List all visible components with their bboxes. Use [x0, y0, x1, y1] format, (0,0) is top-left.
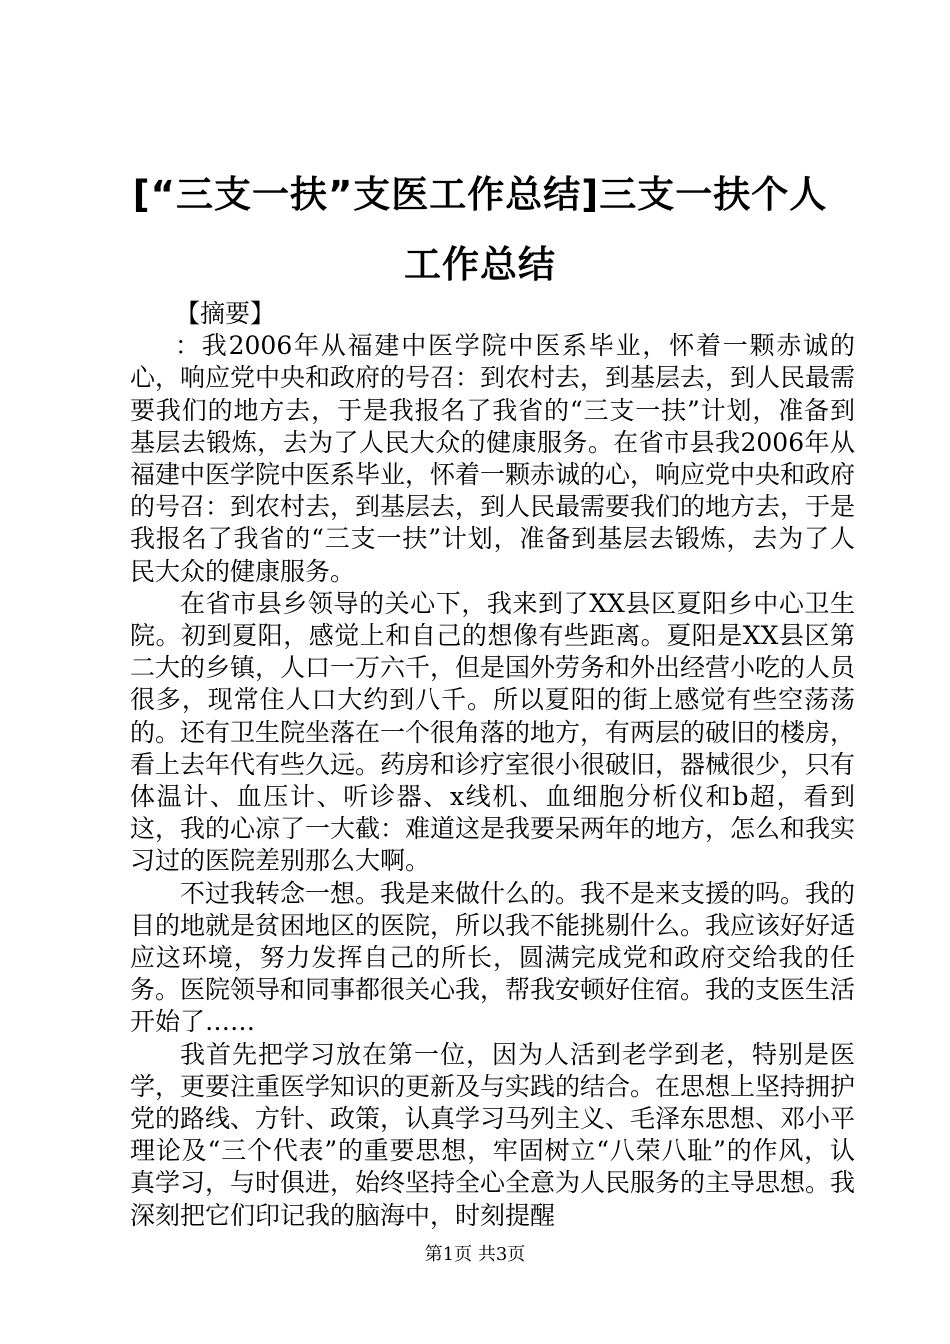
document-body — [130, 298, 855, 1232]
paragraph-1: ：我2006年从福建中医学院中医系毕业，怀着一颗赤诚的心，响应党中央和政府的号召：到农村去，到基层去，到人民最需要我们的地方去，于是我报名了我省的“三支一扶”计划，准备到基层去锻炼，去为了人民大众的健康服务。在省市县我2006年从福建中医学院中医系毕业，怀着一颗赤诚的心，响应党中央和政府的号召：到农村去，到基层去，到人民最需要我们的地方去，于是我报名了我省的“三支一扶”计划，准备到基层去锻炼，去为了人民大众的健康服务。 — [130, 331, 856, 586]
page-footer: 第1页 共3页 — [424, 1244, 526, 1265]
paragraph-2: 在省市县乡领导的关心下，我来到了XX县区夏阳乡中心卫生院。初到夏阳，感觉上和自己的想像有些距离。夏阳是XX县区第二大的乡镇，人口一万六千，但是国外劳务和外出经营小吃的人员很多，现常住人口大约到八千。所以夏阳的街上感觉有些空荡荡的。还有卫生院坐落在一个很角落的地方，有两层的破旧的楼房，看上去年代有些久远。药房和诊疗室很小很破旧，器械很少，只有体温计、血压计、听诊器、x线机、血细胞分析仪和b超，看到这，我的心凉了一大截：难道这是我要呆两年的地方，怎么和我实习过的医院差别那么大啊。 — [130, 588, 856, 876]
paragraph-3: 不过我转念一想。我是来做什么的。我不是来支援的吗。我的目的地就是贫困地区的医院，所以我不能挑剔什么。我应该好好适应这环境，努力发挥自己的所长，圆满完成党和政府交给我的任务。医院领导和同事都很关心我，帮我安顿好住宿。我的支医生活开始了…… — [130, 878, 856, 1037]
abstract-label: 【摘要】 — [175, 299, 276, 328]
document-title: [“三支一扶”支医工作总结]三支一扶个人工作总结 — [132, 173, 828, 286]
paragraph-4: 我首先把学习放在第一位，因为人活到老学到老，特别是医学，更要注重医学知识的更新及与实践的结合。在思想上坚持拥护党的路线、方针、政策，认真学习马列主义、毛泽东思想、邓小平理论及“三个代表”的重要思想，牢固树立“八荣八耻”的作风，认真学习，与时俱进，始终坚持全心全意为人民服务的主导思想。我深刻把它们印记我的脑海中，时刻提醒 — [130, 1039, 856, 1230]
